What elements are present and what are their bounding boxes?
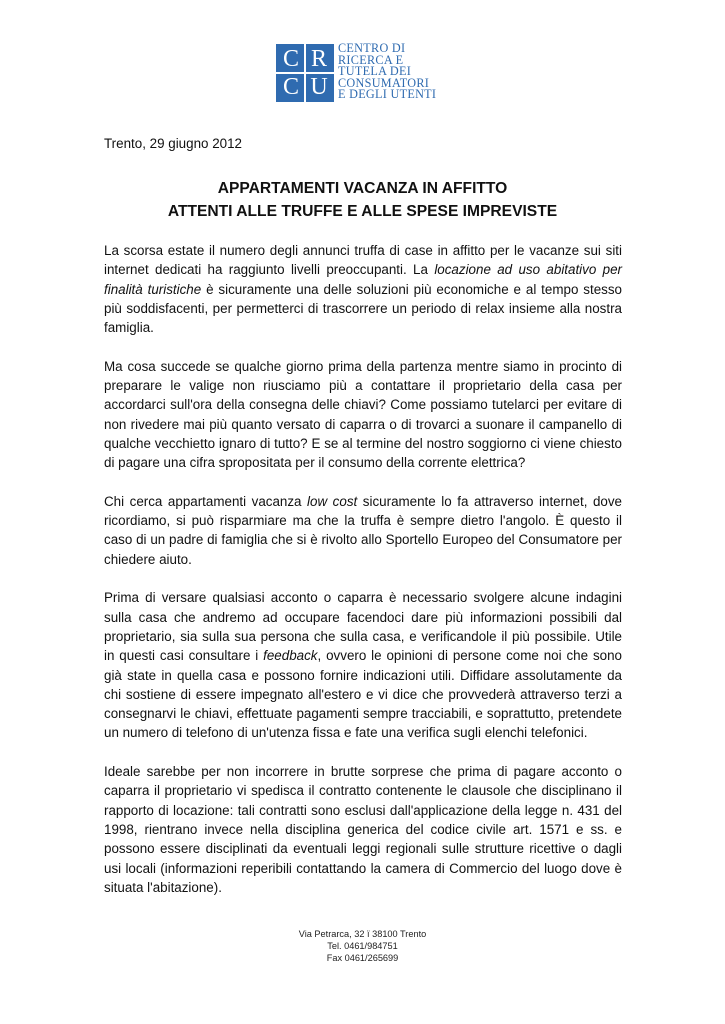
- logo-letter: C: [282, 74, 299, 100]
- logo-wordmark: [338, 43, 436, 101]
- logo-line: TUTELA DEI: [338, 64, 412, 79]
- logo-mark: [276, 44, 334, 102]
- logo-line: RICERCA E: [338, 52, 404, 67]
- paragraph: Chi cerca appartamenti vacanza low cost sicuramente lo fa attraverso internet, dove ricordiamo, si può risparmiare ma che la truffa è sempre dietro l'angolo. È questo il caso di un padre di famiglia che si è rivolto allo Sportello Europeo del Consumatore per chiedere aiuto.: [104, 493, 622, 567]
- logo-letter: C: [282, 46, 299, 72]
- emphasis: locazione ad uso abitativo per finalità turistiche: [104, 262, 623, 297]
- emphasis: feedback: [263, 648, 318, 664]
- paragraph: Ma cosa succede se qualche giorno prima della partenza mentre siamo in procinto di preparare le valige non riusciamo più a contattare il proprietario della casa per accordarci sull'ora della consegna delle chiavi? Come possiamo tutelarci per evitare di non rivedere mai più quanto versato di caparra o di trovarci a suonare il campanello di qualche vecchietto ignaro di tutto? E se al termine del nostro soggiorno ci viene chiesto di pagare una cifra spropositata per il consumo della corrente elettrica?: [104, 358, 622, 471]
- logo-letter: R: [310, 46, 327, 72]
- document-subtitle: ATTENTI ALLE TRUFFE E ALLE SPESE IMPREVISTE: [167, 203, 558, 220]
- footer: [0, 929, 725, 964]
- logo-line: E DEGLI UTENTI: [338, 87, 437, 102]
- logo-line: CONSUMATORI: [338, 75, 430, 90]
- paragraph: Ideale sarebbe per non incorrere in brutte sorprese che prima di pagare acconto o caparra il proprietario vi spedisca il contratto contenente le clausole che disciplinano il rapporto di locazione: tali contratti sono esclusi dall'applicazione della legge n. 431 del 1998, rientrano invece nella disciplina generica del codice civile art. 1571 e ss. e possono essere disciplinati da eventuali leggi regionali sulle strutture ricettive o dagli usi locali (informazioni reperibili contattando la camera di Commercio del luogo dove è situata l'abitazione).: [104, 764, 622, 895]
- paragraph: La scorsa estate il numero degli annunci truffa di case in affitto per le vacanze sui siti internet dedicati ha raggiunto livelli preoccupanti. La locazione ad uso abitativo per finalità turistiche è sicuramente una delle soluzioni più economiche e al tempo stesso più soddisfacenti, per permetterci di trascorrere un periodo di relax insieme alla nostra famiglia.: [104, 243, 623, 336]
- document-body: [104, 241, 622, 916]
- logo-divider: [304, 44, 306, 102]
- document-date: Trento, 29 giugno 2012: [104, 136, 242, 151]
- logo: [276, 41, 456, 106]
- emphasis: low cost: [307, 493, 358, 509]
- logo-letter: U: [310, 74, 328, 100]
- footer-phone: Tel. 0461/984751: [327, 940, 398, 951]
- footer-fax: Fax 0461/265699: [326, 952, 399, 963]
- logo-line: CENTRO DI: [338, 41, 406, 55]
- footer-address: Via Petrarca, 32 ï 38100 Trento: [298, 929, 427, 939]
- paragraph: Prima di versare qualsiasi acconto o caparra è necessario svolgere alcune indagini sulla casa che andremo ad occupare facendoci dare più informazioni possibili dal proprietario, sia sulla sua persona che sulla casa, e verificandole il più possibile. Utile in questi casi consultare i feedback, ovvero le opinioni di persone come noi che sono già state in quella casa e possono fornire indicazioni utili. Diffidare assolutamente da chi sostiene di essere impegnato all'estero e vi dice che provvederà attraverso terzi a consegnarvi le chiavi, effettuate pagamenti sempre tracciabili, e soprattutto, pretendete un numero di telefono di un'utenza fissa e fate una verifica sugli elenchi telefonici.: [104, 590, 622, 741]
- document-title: APPARTAMENTI VACANZA IN AFFITTO: [217, 180, 508, 197]
